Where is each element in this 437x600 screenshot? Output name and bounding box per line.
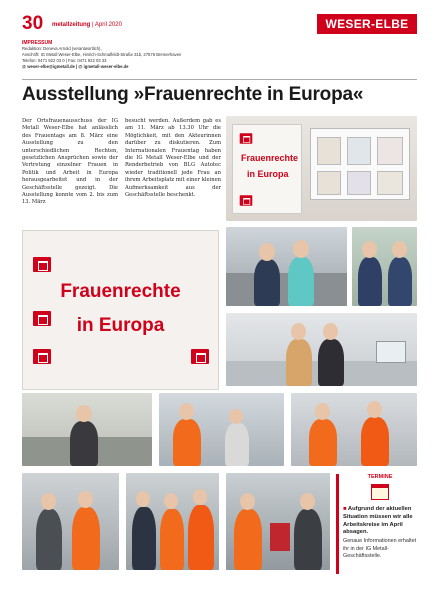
page-number: 30: [22, 13, 44, 34]
article-column-1: Der Ortsfrauenausschuss der IG Metall Weser-Elbe hat anlässlich des Frauentags am 8. März eine Ausstellung zu den unterschiedlichen Rechten, gesetzlichen Ansprüchen sowie der Vertretung einzelner Frauen in Politik und Arbeit in Europa herausgearbeitet und in der Geschäftsstelle gezeigt. Die Ausstellung konnte vom 2. bis zum 13. März: [22, 118, 118, 206]
termine-notice-text: Aufgrund der aktuellen Situation müssen wir alle Arbeitskreise im April absagen.: [343, 506, 413, 536]
photo-two-women-garage: [226, 227, 347, 306]
imprint-editor: Redaktion: Deneva Arnold (verantwortlich),: [22, 46, 102, 51]
photo-two-women-hivis: [291, 393, 417, 466]
exhibition-wall-photo: [226, 116, 417, 221]
region-banner: WESER-ELBE: [317, 14, 417, 34]
igmetall-logo-icon: [33, 349, 51, 364]
exhibition-poster-photo: [22, 230, 219, 390]
publication-line: metallzeitung | April 2020: [52, 22, 122, 28]
imprint-address: Anschrift: IG Metall Weser-Elbe, Hinrich-Schmalfeldt-Straße 31b, 27576 Bremerhaven: [22, 52, 182, 57]
termine-info: Genaue Informationen erhaltet ihr in der IG Metall-Geschäftsstelle.: [343, 538, 417, 559]
wall-poster: [232, 124, 302, 214]
photo-two-workers-workshop: [226, 473, 330, 570]
calendar-icon: [371, 484, 389, 500]
imprint-phone: Telefon: 0471 922 03 0 | Fax: 0471 922 03 33: [22, 58, 107, 63]
photo-three-workers: [126, 473, 219, 570]
issue-date: April 2020: [94, 22, 122, 28]
header-divider: [22, 79, 417, 80]
publication-name: metallzeitung: [52, 22, 91, 28]
wall-poster-text-2: in Europa: [247, 169, 289, 179]
page-header: [22, 14, 417, 36]
termine-notice: [343, 506, 417, 537]
poster-text-line-1: Frauenrechte: [60, 281, 181, 302]
info-board: [310, 128, 410, 200]
photo-woman-counter: [22, 393, 152, 466]
photo-two-women-office: [352, 227, 417, 306]
igmetall-logo-icon: [240, 195, 253, 206]
wall-poster-text-1: Frauenrechte: [241, 153, 299, 163]
imprint-title: IMPRESSUM: [22, 40, 53, 46]
igmetall-logo-icon: [33, 257, 51, 272]
igmetall-logo-icon: [191, 349, 209, 364]
bullet-square-icon: ■: [343, 506, 348, 512]
article-title: Ausstellung »Frauenrechte in Europa«: [22, 84, 364, 105]
photo-two-women-overalls: [22, 473, 119, 570]
photo-workers-hivis: [159, 393, 284, 466]
imprint: [22, 40, 322, 70]
termine-box: [336, 474, 417, 574]
poster-text-line-2: in Europa: [76, 315, 165, 336]
photo-two-women-desk: [226, 313, 417, 386]
article-column-2: besucht werden. Außerdem gab es am 11. März ab 13.30 Uhr die Möglichkeit, mit den Akteurinnen darüber zu diskutieren. Zum Internationalen Frauentag haben die IG Metall Weser-Elbe und der Renderbetrieb von BLG Autotec wieder traditionell jede Frau an ihrem Arbeitsplatz mit einer kleinen Aufmerksamkeit aus der Geschäftsstelle beschenkt.: [125, 118, 221, 199]
igmetall-logo-icon: [240, 133, 253, 144]
termine-title: TERMINE: [367, 474, 393, 480]
imprint-contact: @ weser-elbe@igmetall.de | @ igmetall-weser-elbe.de: [22, 64, 129, 69]
